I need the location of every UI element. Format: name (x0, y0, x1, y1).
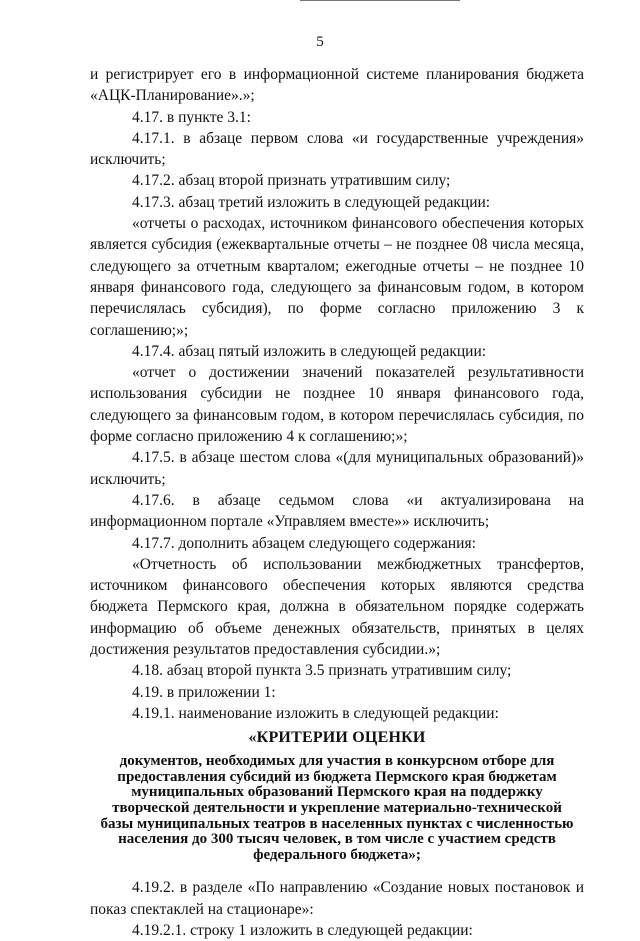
criteria-title: «КРИТЕРИИ ОЦЕНКИ (248, 729, 426, 747)
paragraph: 4.17.5. в абзаце шестом слова «(для муниципальных образований)» исключить; (90, 449, 584, 488)
paragraph: 4.19.1. наименование изложить в следующей редакции: (132, 704, 499, 722)
document-body (90, 64, 584, 941)
paragraph: «отчет о достижении значений показателей результативности использования субсидии не позднее 10 января финансового года, следующего за финансовым годом, в котором перечислялась субсидия, по форме согласно приложению 4 к соглашению;»; (90, 364, 584, 446)
page-number: 5 (316, 34, 324, 50)
paragraph: 4.17.2. абзац второй признать утратившим силу; (132, 172, 451, 190)
paragraph: 4.17.4. абзац пятый изложить в следующей редакции: (132, 342, 487, 360)
paragraph: 4.17.1. в абзаце первом слова «и государственные учреждения» исключить; (90, 129, 584, 169)
paragraph: 4.17. в пункте 3.1: (132, 108, 251, 126)
paragraph: и регистрирует его в информационной системе планирования бюджета «АЦК-Планирование».»; (90, 66, 584, 105)
header-rule (300, 0, 460, 1)
paragraph: 4.17.7. дополнить абзацем следующего содержания: (132, 534, 476, 552)
criteria-subtitle: документов, необходимых для участия в конкурсном отборе для предоставления субсидий из бюджета Пермского края бюджетам муниципальных образований Пермского края на поддержку творческой деятельности и укрепление материально-технической базы муниципальных театров в населенных пунктах с численностью населения до 300 тысяч человек, в том числе с участием средств федерального бюджета»; (100, 753, 574, 863)
paragraph: 4.17.6. в абзаце седьмом слова «и актуализирована на информационном портале «Управляем вместе»» исключить; (90, 491, 584, 531)
paragraph: «отчеты о расходах, источником финансового обеспечения которых является субсидия (ежеквартальные отчеты – не позднее 08 числа месяца, следующего за отчетным кварталом; ежегодные отчеты – не позднее 10 января финансового года, следующего за финансовым годом, в котором перечислялась субсидия), по форме согласно приложению 3 к соглашению;»; (90, 215, 584, 339)
paragraph: 4.17.3. абзац третий изложить в следующей редакции: (132, 193, 491, 211)
paragraph: 4.19. в приложении 1: (132, 683, 276, 701)
paragraph: 4.18. абзац второй пункта 3.5 признать утратившим силу; (132, 662, 512, 680)
paragraph: 4.19.2. в разделе «По направлению «Создание новых постановок и показ спектаклей на стационаре»: (90, 879, 584, 918)
paragraph: «Отчетность об использовании межбюджетных трансфертов, источником финансового обеспечения которых являются средства бюджета Пермского края, должна в обязательном порядке содержать информацию об объеме денежных обязательств, принятых в целях достижения результатов предоставления субсидии.»; (90, 555, 584, 659)
paragraph: 4.19.2.1. строку 1 изложить в следующей редакции: (132, 921, 473, 939)
